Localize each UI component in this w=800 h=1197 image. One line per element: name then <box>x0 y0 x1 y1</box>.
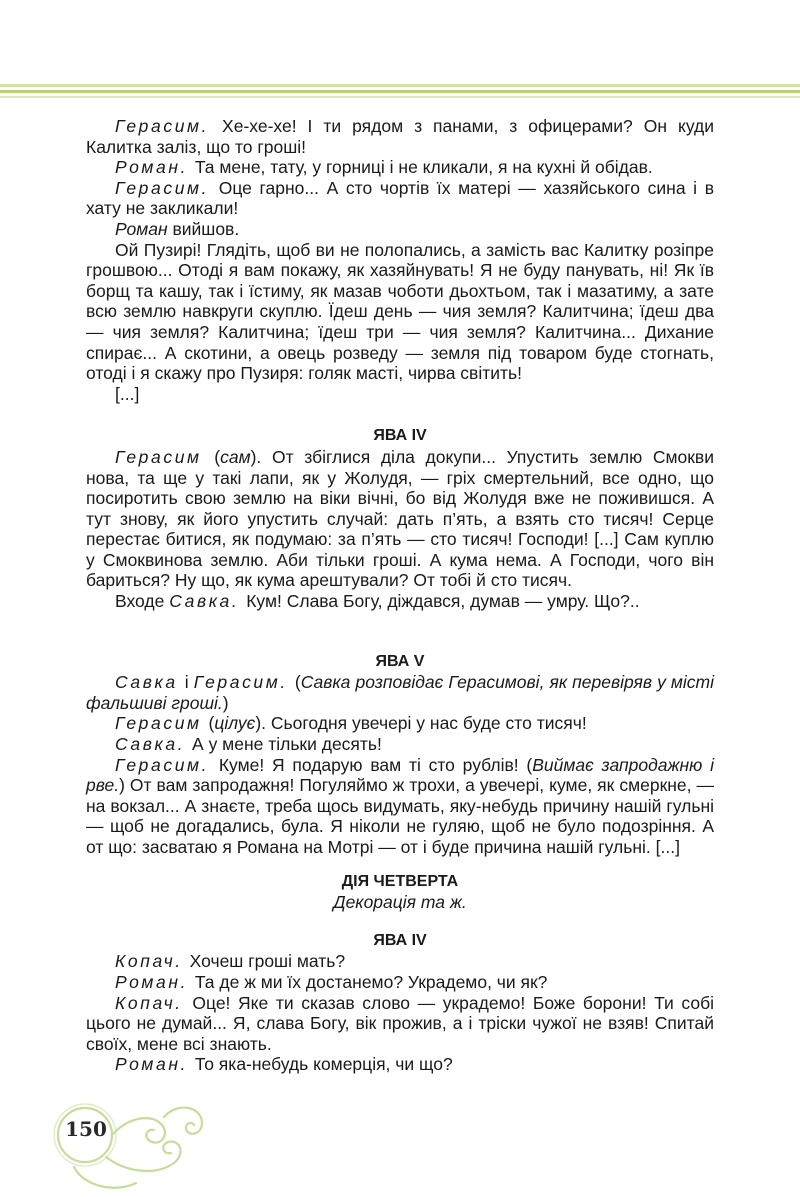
dialogue-line: Копач. Хочеш гроші мать? <box>115 951 346 972</box>
speaker: Савка <box>115 672 178 693</box>
speaker: Копач. <box>115 992 183 1013</box>
act-subheading: Декорація та ж. <box>333 892 467 913</box>
dialogue-line: Роман. Та де ж ми їх достанемо? Украдемо, чи як? <box>115 971 548 992</box>
speaker: Копач. <box>115 951 183 972</box>
dialogue-line: Герасим (цілує). Сьогодня увечері у нас буде сто тисяч! <box>115 713 587 734</box>
page-body <box>86 116 714 1075</box>
section-heading: ЯВА IV <box>373 427 427 445</box>
speaker: Герасим. <box>115 116 210 136</box>
speaker: Роман. <box>115 157 189 178</box>
ellipsis-mark: [...] <box>115 383 140 404</box>
speaker: Роман <box>115 218 168 239</box>
header-rule-2 <box>0 90 800 93</box>
dialogue-line: Савка. А у мене тільки десять! <box>115 734 382 755</box>
speaker: Герасим <box>115 446 202 467</box>
speaker: Герасим. <box>115 177 210 198</box>
header-rule-1 <box>0 84 800 87</box>
speaker: Герасим. <box>193 672 288 693</box>
stage-direction: Роман вийшов. <box>115 218 240 239</box>
section-heading: ЯВА IV <box>373 931 427 949</box>
speaker: Роман. <box>115 1054 189 1075</box>
dialogue-line: Герасим. Куме! Я подарую вам ті сто рублів! (Виймає запродажню і рве.) От вам запродажня! Погуляймо ж трохи, а увечері, куме, як смеркне, — на вокзал... А знаєте, треба щось видумать, яку-небудь причину нашій гульні — щоб не догадались, була. Я ніколи не гуляю, щоб не було подозріння. А от що: засватаю я Романа на Мотрі — от і буде причина нашій гульні. [...] <box>86 754 714 857</box>
header-rule-3 <box>0 96 800 98</box>
speaker: Герасим. <box>115 754 210 775</box>
dialogue-line: Копач. Оце! Яке ти сказав слово — украдемо! Боже борони! Ти собі цього не думай... Я, слава Богу, вік прожив, а і тріски чужої не взяв! Спитай своїх, мене всі знають. <box>86 992 714 1054</box>
dialogue-line: Савка і Герасим. (Савка розповідає Герасимові, як перевіряв у місті фальшиві гроші.) <box>86 672 714 713</box>
stage-note: Савка розповідає Герасимові, як перевіряв у місті фальшиві гроші. <box>86 672 714 713</box>
dialogue-line: Герасим. Хе-хе-хе! І ти рядом з панами, з офицерами? Он куди Калитка заліз, що то гроші! <box>86 116 714 157</box>
dialogue-line: Герасим. Оце гарно... А сто чортів їх матері — хазяйського сина і в хату не закликали! <box>86 177 714 219</box>
stage-note: Виймає запродажню і рве. <box>86 754 714 796</box>
speaker: Герасим <box>115 713 202 734</box>
speaker: Савка. <box>169 591 240 612</box>
page-number: 150 <box>65 1117 107 1141</box>
section-heading: ЯВА V <box>375 652 425 670</box>
dialogue-line: Герасим (сам). От збіглися діла докупи... Упустить землю Смокви нова, та ще у такі лапи, як у Жолудя, — гріх смертельний, все одно, що посиротить свою землю на віки вічні, бо від Жолудя вже не поживишся. А тут знову, як його упустить случай: дать п’ять, а взять сто тисяч! Серце перестає битися, як подумаю: за п’ять — сто тисяч! Господи! [...] Сам куплю у Смоквинова землю. Аби тільки гроші. А кума нема. А Господи, чого він бариться? Ну що, як кума арештували? От тобі й сто тисяч. <box>86 446 714 591</box>
monologue: Ой Пузирі! Глядіть, щоб ви не полопались, а замість вас Калитку розіпре грошвою... Отоді я вам покажу, як хазяйнувать! Я не буду панувать, ні! Як їв борщ та кашу, так і їстиму, як мазав чоботи дьохтьом, так і мазатиму, а зате всю землю навкруги скуплю. Їдеш день — чия земля? Калитчина; їдеш два — чия земля? Калитчина; їдеш три — чия земля? Калитчина... Дихание спирає... А скотини, а овець розведу — земля під товаром буде стогнать, отоді і я скажу про Пузиря: голяк масті, чирва світить! <box>86 239 714 384</box>
dialogue-line: Роман. Та мене, тату, у горниці і не кликали, я на кухні й обідав. <box>115 157 653 178</box>
swirl-ornament-icon <box>44 1095 214 1195</box>
dialogue-line: Входе Савка. Кум! Слава Богу, діждався, думав — умру. Що?.. <box>115 591 640 612</box>
speaker: Савка. <box>115 734 186 755</box>
dialogue-line: Роман. То яка-небудь комерція, чи що? <box>115 1054 453 1075</box>
act-heading: ДІЯ ЧЕТВЕРТА <box>341 872 459 890</box>
speaker: Роман. <box>115 971 189 992</box>
